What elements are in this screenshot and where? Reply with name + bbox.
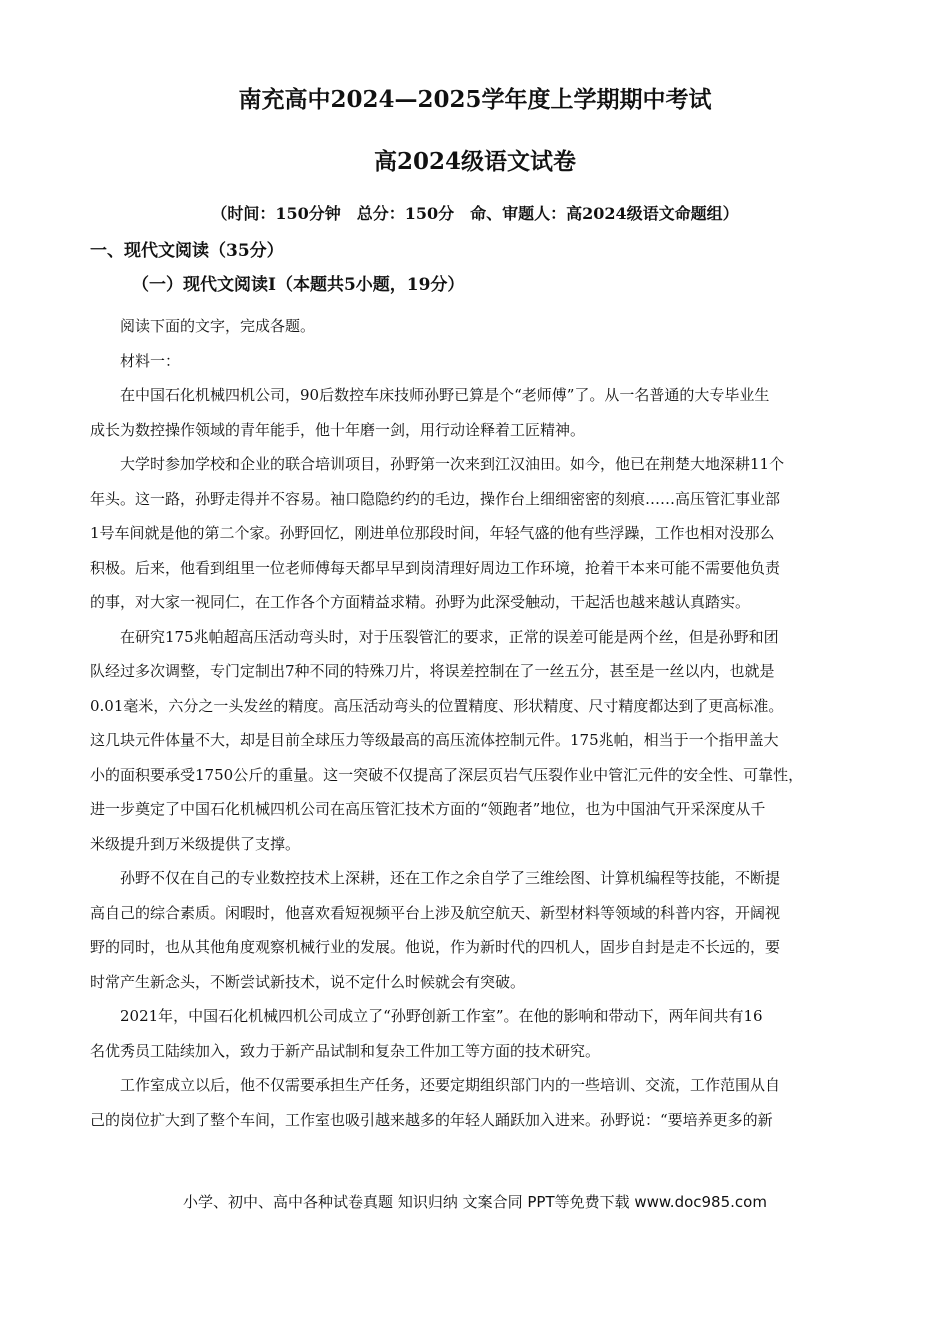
text-line: 0.01毫米，六分之一头发丝的精度。高压活动弯头的位置精度、形状精度、尺寸精度都达到了更高标准。 xyxy=(90,696,784,715)
text-line: 野的同时，也从其他角度观察机械行业的发展。他说，作为新时代的四机人，固步自封是走不长远的，要 xyxy=(90,938,781,956)
text-line: 米级提升到万米级提供了支撑。 xyxy=(90,834,301,853)
text-line: 在研究175兆帕超高压活动弯头时，对于压裂管汇的要求，正常的误差可能是两个丝，但是孙野和团 xyxy=(120,627,779,646)
text-line: 1号车间就是他的第二个家。孙野回忆，刚进单位那段时间，年轻气盛的他有些浮躁，工作也相对没那么 xyxy=(90,524,775,542)
text-line: 材料一： xyxy=(120,351,181,370)
text-line: 积极。后来，他看到组里一位老师傅每天都早早到岗清理好周边工作环境，抢着干本来可能不需要他负责 xyxy=(90,558,781,577)
text-line: 这几块元件体量不大，却是目前全球压力等级最高的高压流体控制元件。175兆帕，相当于一个指甲盖大 xyxy=(90,731,779,749)
text-line: 2021年，中国石化机械四机公司成立了“孙野创新工作室”。在他的影响和带动下，两年间共有16 xyxy=(120,1007,763,1025)
text-line: 进一步奠定了中国石化机械四机公司在高压管汇技术方面的“领跑者”地位，也为中国油气开采深度从千 xyxy=(90,800,766,818)
text-line: 己的岗位扩大到了整个车间，工作室也吸引越来越多的年轻人踊跃加入进来。孙野说：“要培养更多的新 xyxy=(90,1110,773,1129)
passage-body xyxy=(90,309,880,1137)
exam-subtitle: 高2024级语文试卷 xyxy=(373,148,576,175)
text-line: 阅读下面的文字，完成各题。 xyxy=(120,317,316,335)
footer-note: 小学、初中、高中各种试卷真题 知识归纳 文案合同 PPT等免费下载 www.doc985.com xyxy=(183,1193,767,1211)
text-line: 高自己的综合素质。闲暇时，他喜欢看短视频平台上涉及航空航天、新型材料等领域的科普内容，开阔视 xyxy=(90,903,781,922)
exam-meta: （时间：150分钟 总分：150分 命、审题人：高2024级语文命题组） xyxy=(211,204,739,223)
subsection-heading: （一）现代文阅读Ⅰ（本题共5小题，19分） xyxy=(132,275,465,295)
text-line: 时常产生新念头，不断尝试新技术，说不定什么时候就会有突破。 xyxy=(90,972,526,991)
text-line: 在中国石化机械四机公司，90后数控车床技师孙野已算是个“老师傅”了。从一名普通的大专毕业生 xyxy=(120,386,770,404)
section-heading: 一、现代文阅读（35分） xyxy=(90,241,284,261)
text-line: 年头。这一路，孙野走得并不容易。袖口隐隐约约的毛边，操作台上细细密密的刻痕……高压管汇事业部 xyxy=(90,489,781,508)
text-line: 工作室成立以后，他不仅需要承担生产任务，还要定期组织部门内的一些培训、交流，工作范围从自 xyxy=(120,1076,781,1094)
text-line: 名优秀员工陆续加入，致力于新产品试制和复杂工件加工等方面的技术研究。 xyxy=(90,1041,601,1060)
text-line: 孙野不仅在自己的专业数控技术上深耕，还在工作之余自学了三维绘图、计算机编程等技能，不断提 xyxy=(120,869,781,887)
text-line: 成长为数控操作领域的青年能手，他十年磨一剑，用行动诠释着工匠精神。 xyxy=(90,420,586,439)
text-line: 队经过多次调整，专门定制出7种不同的特殊刀片，将误差控制在了一丝五分，甚至是一丝以内，也就是 xyxy=(90,662,775,680)
text-line: 小的面积要承受1750公斤的重量。这一突破不仅提高了深层页岩气压裂作业中管汇元件的安全性、可靠性， xyxy=(90,765,804,784)
text-line: 的事，对大家一视同仁，在工作各个方面精益求精。孙野为此深受触动，干起活也越来越认真踏实。 xyxy=(90,593,751,611)
text-line: 大学时参加学校和企业的联合培训项目，孙野第一次来到江汉油田。如今，他已在荆楚大地深耕11个 xyxy=(120,455,785,473)
exam-title: 南充高中2024—2025学年度上学期期中考试 xyxy=(238,86,712,113)
